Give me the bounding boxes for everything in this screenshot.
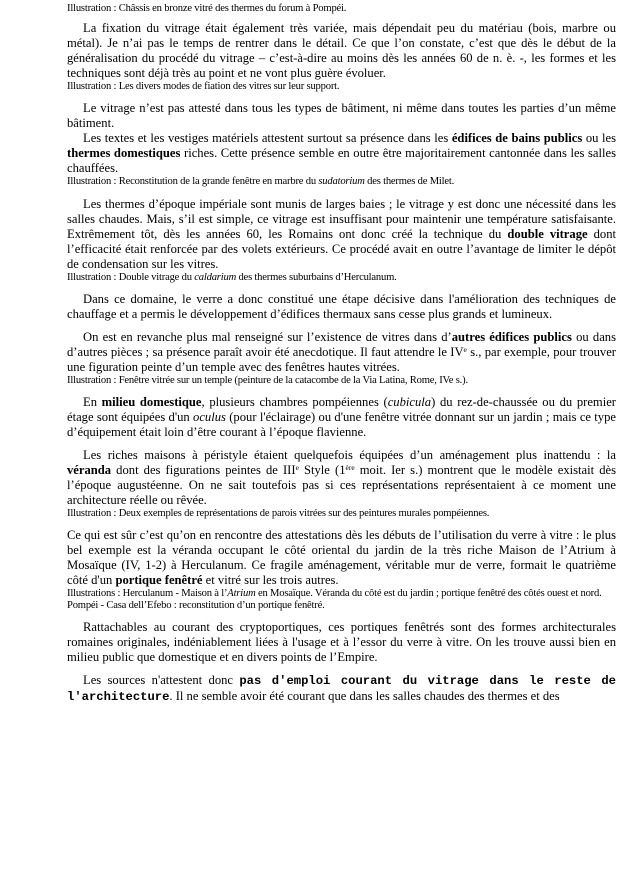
paragraph: Les textes et les vestiges matériels attestent surtout sa présence dans les édifices de bains publics ou les thermes domestiques riches. Cette présence semble en outre être majoritairement cantonnée dans les salles chauffées. <box>67 131 616 176</box>
paragraph: Les riches maisons à péristyle étaient quelquefois équipées d’un aménagement plus inattendu : la véranda dont des figurations peintes de IIIe Style (1ère moit. Ier s.) montrent que le modèle existait dès l’époque augustéenne. On ne sait toutefois pas si ces représentations représentaient à ce moment une architecture réelle ou rêvée. <box>67 447 616 507</box>
illustration-caption: Illustration : Châssis en bronze vitré des thermes du forum à Pompéi. <box>67 3 347 14</box>
paragraph: Les thermes d’époque impériale sont munis de larges baies ; le vitrage y est donc une nécessité dans les salles chaudes. Mais, s’il est simple, ce vitrage est insuffisant pour maintenir une température satisfaisante. Extrêmement tôt, dès les années 60, les Romains ont donc créé la technique du double vitrage dont l’efficacité était renforcée par des volets extérieurs. Ce procédé avait en outre l’avantage de limiter le dépôt de condensation sur les vitres. <box>67 197 616 271</box>
paragraph: Rattachables au courant des cryptoportiques, ces portiques fenêtrés sont des formes architecturales romaines originales, indéniablement liées à l'usage et à l’essor du verre à vitre. On les trouve aussi bien en milieu public que domestique et en divers points de l’Empire. <box>67 620 616 665</box>
illustration-caption: Pompéi - Casa dell’Efebo : reconstitution d’un portique fenêtré. <box>67 600 325 612</box>
illustration-caption: Illustrations : Herculanum - Maison à l’Atrium en Mosaïque. Véranda du côté est du jardin ; portique fenêtré des côtés ouest et nord. <box>67 587 602 599</box>
paragraph: Les sources n'attestent donc pas d'emploi courant du vitrage dans le reste de l'architecture. Il ne semble avoir été courant que dans les salles chaudes des thermes et des <box>67 673 616 705</box>
paragraph: La fixation du vitrage était également très variée, mais dépendait peu du matériau (bois, marbre ou métal). Je n’ai pas le temps de rentrer dans le détail. Ce que l’on constate, c’est que dès le début de la généralisation du procédé du vitrage – c’est-à-dire au moins dès les années 60 de n. è. -, les formes et les techniques sont déjà très au point et ne vont plus guère évoluer. <box>67 21 616 81</box>
paragraph: Dans ce domaine, le verre a donc constitué une étape décisive dans l'amélioration des techniques de chauffage et a permis le développement d’édifices thermaux sans cesse plus grands et lumineux. <box>67 292 616 322</box>
illustration-caption: Illustration : Les divers modes de fiation des vitres sur leur support. <box>67 81 340 93</box>
paragraph: Le vitrage n’est pas attesté dans tous les types de bâtiment, ni même dans toutes les parties d’un même bâtiment. <box>67 101 616 131</box>
paragraph: On est en revanche plus mal renseigné sur l’existence de vitres dans d’autres édifices publics ou dans d’autres pièces ; sa présence paraît avoir été anecdotique. Il faut attendre le IVe s., par exemple, pour trouver une figuration peinte d’un temple avec des fenêtres hautes vitrées. <box>67 330 616 374</box>
illustration-caption: Illustration : Reconstitution de la grande fenêtre en marbre du sudatorium des thermes de Milet. <box>67 175 455 187</box>
paragraph: En milieu domestique, plusieurs chambres pompéiennes (cubicula) du rez-de-chaussée ou du premier étage sont équipées d'un oculus (pour l'éclairage) ou d'une fenêtre vitrée donnant sur un jardin ; mais ce type d’équipement était loin d’être courant à l’époque flavienne. <box>67 395 616 440</box>
illustration-caption: Illustration : Double vitrage du caldarium des thermes suburbains d’Herculanum. <box>67 271 397 283</box>
paragraph: Ce qui est sûr c’est qu’on en rencontre des attestations dès les débuts de l’utilisation du verre à vitre : le plus bel exemple est la véranda occupant le côté oriental du jardin de la très riche Maison de l’Atrium à Mosaïque (IV, 1-2) à Herculanum. Ce fragile aménagement, véritable mur de verre, formait le quatrième côté d'un portique fenêtré et vitré sur les trois autres. <box>67 528 616 587</box>
illustration-caption: Illustration : Deux exemples de représentations de parois vitrées sur des peintures murales pompéiennes. <box>67 507 490 519</box>
illustration-caption: Illustration : Fenêtre vitrée sur un temple (peinture de la catacombe de la Via Latina, Rome, IVe s.). <box>67 374 468 386</box>
